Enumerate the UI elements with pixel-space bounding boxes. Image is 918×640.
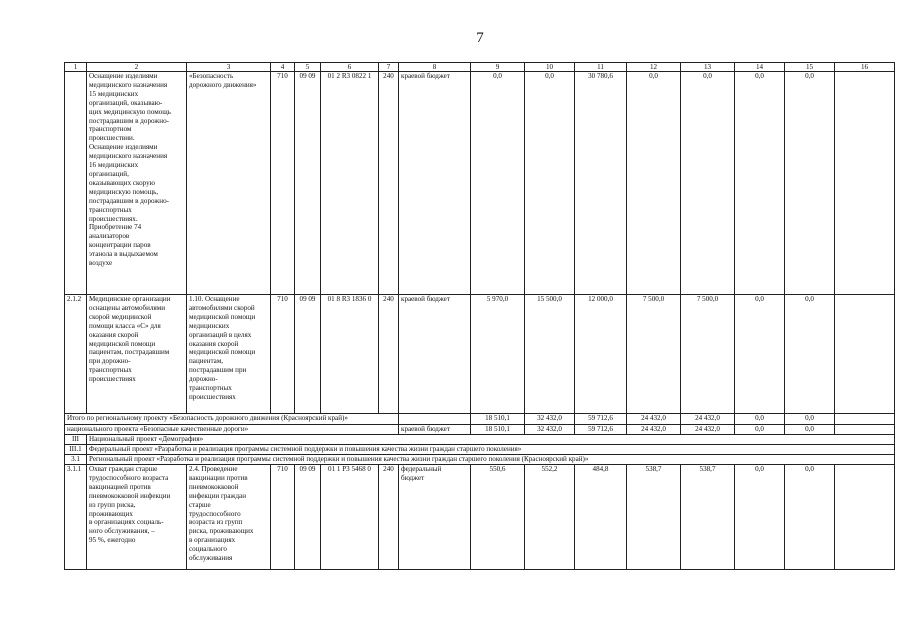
section-title: Региональный проект «Разработка и реализация программы системной поддержки и повышения качества жизни граждан старшего поколения (Красноярский край)» [87, 455, 895, 465]
source-cell: краевой бюджет [399, 72, 471, 295]
value-cell: 32 432,0 [525, 425, 575, 435]
value-cell: 12 000,0 [575, 295, 627, 414]
value-cell: 484,8 [575, 465, 627, 570]
col-header: 8 [399, 63, 471, 72]
code-vr: 240 [379, 295, 399, 414]
value-cell [835, 465, 895, 570]
col-header: 11 [575, 63, 627, 72]
total-row [65, 425, 895, 435]
value-cell: 24 432,0 [681, 414, 735, 425]
column-number-row [65, 63, 895, 72]
value-cell: 0,0 [525, 72, 575, 295]
col-header: 14 [735, 63, 785, 72]
table-row [65, 465, 895, 570]
value-cell: 538,7 [681, 465, 735, 570]
source-cell: краевой бюджет [399, 295, 471, 414]
section-row [65, 445, 895, 455]
value-cell: 0,0 [785, 425, 835, 435]
value-cell: 30 780,6 [575, 72, 627, 295]
col-header: 4 [271, 63, 295, 72]
col-header: 5 [295, 63, 321, 72]
value-cell [835, 414, 895, 425]
source-cell: федеральный бюджет [399, 465, 471, 570]
value-cell [835, 425, 895, 435]
value-cell: 7 500,0 [627, 295, 681, 414]
code-csr: 01 1 P3 5468 0 [321, 465, 379, 570]
value-cell: 0,0 [735, 72, 785, 295]
row-number [65, 72, 87, 295]
value-cell: 0,0 [471, 72, 525, 295]
col-header: 15 [785, 63, 835, 72]
value-cell: 7 500,0 [681, 295, 735, 414]
value-cell: 5 970,0 [471, 295, 525, 414]
value-cell: 0,0 [735, 295, 785, 414]
table-row [65, 295, 895, 414]
col-header: 13 [681, 63, 735, 72]
goal-cell: Охват граждан старше трудоспособного возраста вакцинацией против пневмококковой инфекции из групп риска, проживающих в организациях социаль- ного обслуживания, – 95 %, ежегодно [87, 465, 187, 570]
value-cell: 0,0 [785, 465, 835, 570]
total-label: национального проекта «Безопасные качественные дороги» [65, 425, 399, 435]
value-cell: 59 712,6 [575, 425, 627, 435]
section-number: III [65, 435, 87, 445]
table-row [65, 72, 895, 295]
code-csr: 01 2 R3 0822 1 [321, 72, 379, 295]
source-cell: краевой бюджет [399, 425, 471, 435]
section-row [65, 435, 895, 445]
value-cell: 550,6 [471, 465, 525, 570]
col-header: 6 [321, 63, 379, 72]
section-number: 3.1 [65, 455, 87, 465]
section-number: III.1 [65, 445, 87, 455]
goal-cell: Оснащение изделиями медицинского назначения 15 медицинских организаций, оказываю- щих медицинскую помощь пострадавшим в дорожно- транспортном происшествии. Оснащение изделиями медицинского назначения 16 медицинских организаций, оказывающих скорую медицинскую помощь, пострадавшим в дорожно- транспортных происшествиях. Приобретение 74 анализаторов концентрации паров этанола в выдыхаемом воздухе [87, 72, 187, 295]
value-cell [835, 295, 895, 414]
code-vr: 240 [379, 72, 399, 295]
value-cell: 0,0 [785, 295, 835, 414]
total-row [65, 414, 895, 425]
value-cell: 24 432,0 [627, 414, 681, 425]
activity-cell: 2.4. Проведение вакцинации против пневмококковой инфекции граждан старше трудоспособного возраста из групп риска, проживающих в организациях социального обслуживания [187, 465, 271, 570]
value-cell: 15 500,0 [525, 295, 575, 414]
section-row [65, 455, 895, 465]
value-cell: 552,2 [525, 465, 575, 570]
value-cell: 32 432,0 [525, 414, 575, 425]
col-header: 12 [627, 63, 681, 72]
activity-cell: 1.10. Оснащение автомобилями скорой медицинской помощи медицинских организаций в целях оказания скорой медицинской помощи пациентам, пострадавшим при дорожно- транспортных происшествиях [187, 295, 271, 414]
col-header: 7 [379, 63, 399, 72]
total-label: Итого по региональному проекту «Безопасность дорожного движения (Красноярский край)» [65, 414, 399, 425]
goal-cell: Медицинские организации оснащены автомобилями скорой медицинской помощи класса «С» для оказания скорой медицинской помощи пациентам, пострадавшим при дорожно- транспортных происшествиях [87, 295, 187, 414]
row-number: 2.1.2 [65, 295, 87, 414]
code-grbs: 710 [271, 465, 295, 570]
code-rzpr: 09 09 [295, 465, 321, 570]
col-header: 16 [835, 63, 895, 72]
page-number: 7 [476, 30, 484, 46]
value-cell: 0,0 [735, 414, 785, 425]
value-cell: 0,0 [681, 72, 735, 295]
col-header: 10 [525, 63, 575, 72]
value-cell: 0,0 [735, 465, 785, 570]
value-cell: 59 712,6 [575, 414, 627, 425]
code-rzpr: 09 09 [295, 72, 321, 295]
section-title: Национальный проект «Демография» [87, 435, 895, 445]
value-cell: 24 432,0 [681, 425, 735, 435]
code-grbs: 710 [271, 295, 295, 414]
code-rzpr: 09 09 [295, 295, 321, 414]
value-cell: 0,0 [785, 72, 835, 295]
row-number: 3.1.1 [65, 465, 87, 570]
value-cell: 18 510,1 [471, 414, 525, 425]
value-cell: 0,0 [785, 414, 835, 425]
col-header: 9 [471, 63, 525, 72]
activity-cell: «Безопасность дорожного движения» [187, 72, 271, 295]
value-cell: 18 510,1 [471, 425, 525, 435]
section-title: Федеральный проект «Разработка и реализация программы системной поддержки и повышения качества жизни граждан старшего поколения» [87, 445, 895, 455]
value-cell: 0,0 [627, 72, 681, 295]
value-cell [835, 72, 895, 295]
value-cell: 0,0 [735, 425, 785, 435]
budget-table [64, 62, 895, 570]
col-header: 1 [65, 63, 87, 72]
code-vr: 240 [379, 465, 399, 570]
code-csr: 01 8 R3 1836 0 [321, 295, 379, 414]
source-cell [399, 414, 471, 425]
col-header: 3 [187, 63, 271, 72]
code-grbs: 710 [271, 72, 295, 295]
value-cell: 538,7 [627, 465, 681, 570]
value-cell: 24 432,0 [627, 425, 681, 435]
col-header: 2 [87, 63, 187, 72]
